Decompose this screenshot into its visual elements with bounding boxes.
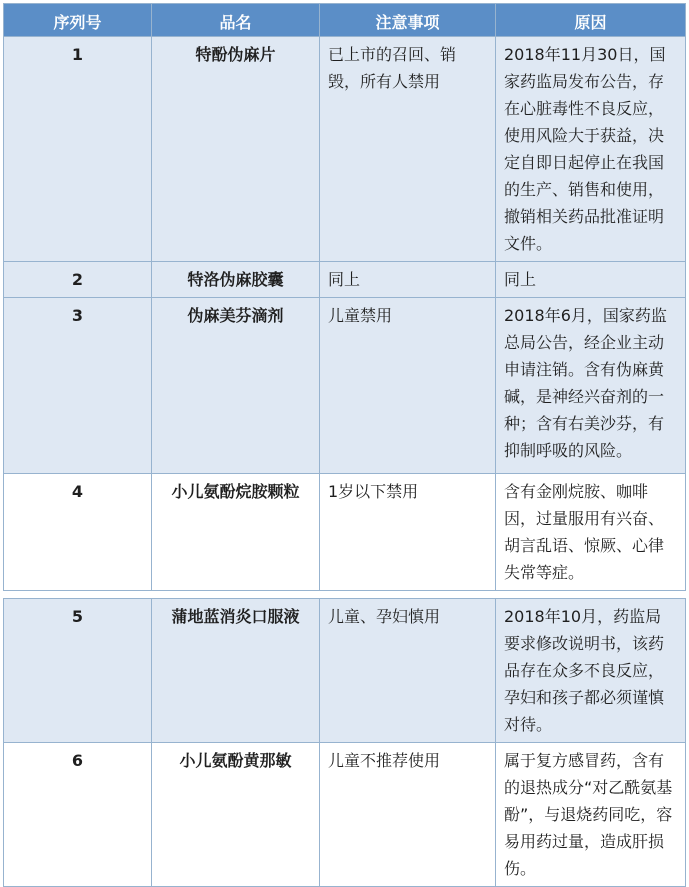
row-serial: 4 bbox=[4, 474, 152, 591]
row-gap bbox=[4, 591, 686, 599]
row-drug-name: 特洛伪麻胶囊 bbox=[152, 262, 320, 298]
row-reason: 含有金刚烷胺、咖啡因，过量服用有兴奋、胡言乱语、惊厥、心律失常等症。 bbox=[496, 474, 686, 591]
row-drug-name: 特酚伪麻片 bbox=[152, 37, 320, 262]
row-note: 同上 bbox=[320, 262, 496, 298]
row-serial: 6 bbox=[4, 743, 152, 887]
row-serial: 3 bbox=[4, 298, 152, 474]
header-name: 品名 bbox=[152, 4, 320, 37]
header-serial: 序列号 bbox=[4, 4, 152, 37]
row-drug-name: 小儿氨酚黄那敏 bbox=[152, 743, 320, 887]
row-note: 1岁以下禁用 bbox=[320, 474, 496, 591]
row-drug-name: 蒲地蓝消炎口服液 bbox=[152, 599, 320, 743]
row-reason: 2018年10月，药监局要求修改说明书，该药品存在众多不良反应，孕妇和孩子都必须谨慎对待。 bbox=[496, 599, 686, 743]
header-reason: 原因 bbox=[496, 4, 686, 37]
table-row bbox=[4, 37, 686, 262]
row-note: 儿童、孕妇慎用 bbox=[320, 599, 496, 743]
row-note: 已上市的召回、销毁，所有人禁用 bbox=[320, 37, 496, 262]
row-serial: 5 bbox=[4, 599, 152, 743]
table-row bbox=[4, 743, 686, 887]
table-row bbox=[4, 474, 686, 591]
row-note: 儿童禁用 bbox=[320, 298, 496, 474]
table-row bbox=[4, 599, 686, 743]
drug-warning-table bbox=[3, 3, 686, 887]
row-reason: 2018年11月30日，国家药监局发布公告，存在心脏毒性不良反应，使用风险大于获益，决定自即日起停止在我国的生产、销售和使用，撤销相关药品批准证明文件。 bbox=[496, 37, 686, 262]
row-serial: 1 bbox=[4, 37, 152, 262]
row-serial: 2 bbox=[4, 262, 152, 298]
row-reason: 属于复方感冒药，含有的退热成分“对乙酰氨基酚”，与退烧药同吃，容易用药过量，造成肝损伤。 bbox=[496, 743, 686, 887]
row-drug-name: 小儿氨酚烷胺颗粒 bbox=[152, 474, 320, 591]
row-reason: 同上 bbox=[496, 262, 686, 298]
header-note: 注意事项 bbox=[320, 4, 496, 37]
table-row bbox=[4, 262, 686, 298]
row-note: 儿童不推荐使用 bbox=[320, 743, 496, 887]
table-row bbox=[4, 298, 686, 474]
header-row bbox=[4, 4, 686, 37]
row-drug-name: 伪麻美芬滴剂 bbox=[152, 298, 320, 474]
row-reason: 2018年6月，国家药监总局公告，经企业主动申请注销。含有伪麻黄碱，是神经兴奋剂的一种；含有右美沙芬，有抑制呼吸的风险。 bbox=[496, 298, 686, 474]
